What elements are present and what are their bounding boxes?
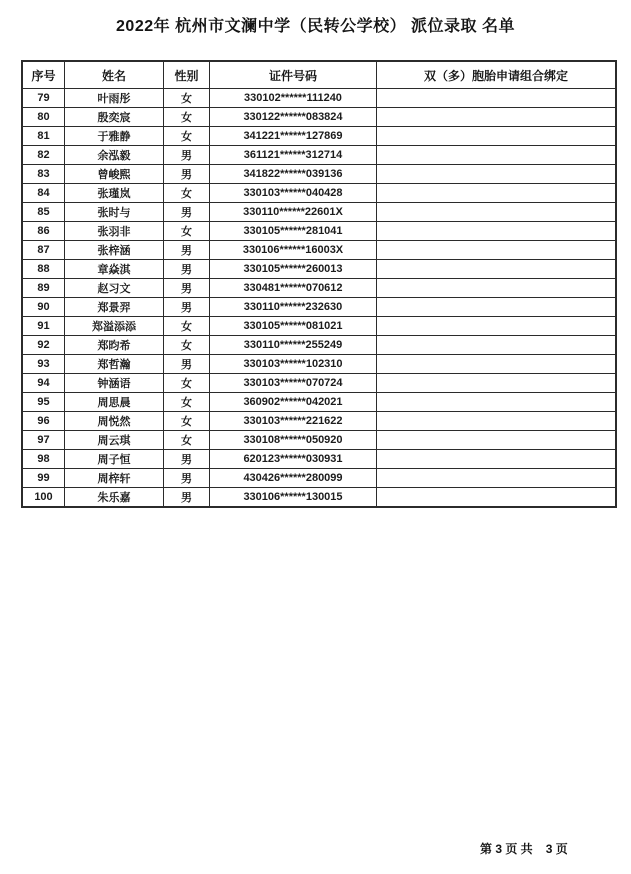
table-row — [22, 184, 616, 203]
cell-gender: 男 — [164, 279, 210, 298]
cell-no: 92 — [22, 336, 65, 355]
cell-name: 殷奕宸 — [65, 108, 164, 127]
cell-gender: 女 — [164, 412, 210, 431]
cell-no: 80 — [22, 108, 65, 127]
table-body — [22, 89, 616, 508]
table-row — [22, 298, 616, 317]
cell-no: 96 — [22, 412, 65, 431]
cell-id_number: 341221******127869 — [210, 127, 377, 146]
cell-twin_binding — [377, 222, 617, 241]
table-row — [22, 241, 616, 260]
cell-twin_binding — [377, 393, 617, 412]
cell-id_number: 330105******081021 — [210, 317, 377, 336]
table-row — [22, 488, 616, 508]
cell-no: 89 — [22, 279, 65, 298]
table-row — [22, 374, 616, 393]
cell-id_number: 360902******042021 — [210, 393, 377, 412]
cell-name: 章焱淇 — [65, 260, 164, 279]
cell-twin_binding — [377, 450, 617, 469]
cell-name: 张瑾岚 — [65, 184, 164, 203]
cell-twin_binding — [377, 146, 617, 165]
cell-id_number: 330103******070724 — [210, 374, 377, 393]
cell-no: 99 — [22, 469, 65, 488]
cell-name: 郑昀希 — [65, 336, 164, 355]
header-row — [22, 61, 616, 89]
cell-twin_binding — [377, 488, 617, 508]
cell-no: 91 — [22, 317, 65, 336]
table-row — [22, 222, 616, 241]
page-footer — [480, 840, 568, 857]
cell-name: 张羽非 — [65, 222, 164, 241]
cell-twin_binding — [377, 279, 617, 298]
table-row — [22, 317, 616, 336]
cell-id_number: 620123******030931 — [210, 450, 377, 469]
cell-twin_binding — [377, 203, 617, 222]
cell-gender: 男 — [164, 241, 210, 260]
cell-id_number: 330102******111240 — [210, 89, 377, 108]
cell-id_number: 330110******232630 — [210, 298, 377, 317]
page-title: 2022年 杭州市文澜中学（民转公学校） 派位录取 名单 — [116, 18, 515, 35]
cell-gender: 男 — [164, 469, 210, 488]
cell-twin_binding — [377, 184, 617, 203]
cell-twin_binding — [377, 431, 617, 450]
table-header — [22, 61, 616, 89]
cell-gender: 女 — [164, 317, 210, 336]
cell-gender: 女 — [164, 374, 210, 393]
table-row — [22, 279, 616, 298]
cell-no: 97 — [22, 431, 65, 450]
table-row — [22, 431, 616, 450]
cell-no: 94 — [22, 374, 65, 393]
table-row — [22, 89, 616, 108]
cell-id_number: 330110******22601X — [210, 203, 377, 222]
cell-gender: 男 — [164, 355, 210, 374]
cell-name: 郑溢添添 — [65, 317, 164, 336]
cell-id_number: 341822******039136 — [210, 165, 377, 184]
cell-twin_binding — [377, 355, 617, 374]
cell-name: 朱乐嘉 — [65, 488, 164, 508]
cell-name: 张梓涵 — [65, 241, 164, 260]
cell-id_number: 330122******083824 — [210, 108, 377, 127]
cell-twin_binding — [377, 165, 617, 184]
cell-twin_binding — [377, 336, 617, 355]
table-row — [22, 203, 616, 222]
table-row — [22, 355, 616, 374]
cell-no: 87 — [22, 241, 65, 260]
cell-name: 叶雨彤 — [65, 89, 164, 108]
cell-id_number: 330103******040428 — [210, 184, 377, 203]
cell-name: 曾峻熙 — [65, 165, 164, 184]
cell-gender: 男 — [164, 488, 210, 508]
cell-id_number: 330103******221622 — [210, 412, 377, 431]
table-row — [22, 108, 616, 127]
cell-twin_binding — [377, 412, 617, 431]
cell-id_number: 330108******050920 — [210, 431, 377, 450]
page-count-left: 第 3 页 共 — [480, 842, 533, 856]
cell-no: 98 — [22, 450, 65, 469]
cell-no: 81 — [22, 127, 65, 146]
column-header-id_number: 证件号码 — [210, 61, 377, 89]
table-row — [22, 336, 616, 355]
cell-gender: 男 — [164, 260, 210, 279]
cell-gender: 女 — [164, 184, 210, 203]
cell-id_number: 330106******130015 — [210, 488, 377, 508]
cell-gender: 男 — [164, 298, 210, 317]
cell-name: 周子恒 — [65, 450, 164, 469]
cell-name: 郑哲瀚 — [65, 355, 164, 374]
cell-gender: 女 — [164, 393, 210, 412]
column-header-gender: 性别 — [164, 61, 210, 89]
cell-no: 86 — [22, 222, 65, 241]
cell-gender: 女 — [164, 336, 210, 355]
table-row — [22, 450, 616, 469]
cell-no: 100 — [22, 488, 65, 508]
cell-name: 周思晨 — [65, 393, 164, 412]
cell-gender: 男 — [164, 165, 210, 184]
cell-twin_binding — [377, 317, 617, 336]
cell-gender: 男 — [164, 450, 210, 469]
cell-gender: 男 — [164, 203, 210, 222]
cell-no: 93 — [22, 355, 65, 374]
page-count-right: 3 页 — [545, 842, 568, 856]
cell-name: 郑景羿 — [65, 298, 164, 317]
cell-name: 于雅静 — [65, 127, 164, 146]
column-header-twin_binding: 双（多）胞胎申请组合绑定 — [377, 61, 617, 89]
cell-no: 88 — [22, 260, 65, 279]
cell-gender: 男 — [164, 146, 210, 165]
cell-gender: 女 — [164, 222, 210, 241]
cell-twin_binding — [377, 108, 617, 127]
cell-no: 83 — [22, 165, 65, 184]
column-header-no: 序号 — [22, 61, 65, 89]
cell-twin_binding — [377, 469, 617, 488]
column-header-name: 姓名 — [65, 61, 164, 89]
cell-gender: 女 — [164, 89, 210, 108]
cell-name: 周梓轩 — [65, 469, 164, 488]
table-row — [22, 127, 616, 146]
cell-id_number: 330110******255249 — [210, 336, 377, 355]
cell-name: 赵习文 — [65, 279, 164, 298]
table-row — [22, 412, 616, 431]
cell-no: 95 — [22, 393, 65, 412]
cell-id_number: 330105******260013 — [210, 260, 377, 279]
cell-id_number: 330103******102310 — [210, 355, 377, 374]
admission-list-table — [21, 60, 617, 508]
cell-twin_binding — [377, 127, 617, 146]
cell-gender: 女 — [164, 127, 210, 146]
table-row — [22, 146, 616, 165]
cell-id_number: 330105******281041 — [210, 222, 377, 241]
cell-no: 82 — [22, 146, 65, 165]
cell-no: 79 — [22, 89, 65, 108]
cell-id_number: 361121******312714 — [210, 146, 377, 165]
cell-twin_binding — [377, 298, 617, 317]
cell-no: 85 — [22, 203, 65, 222]
cell-id_number: 330106******16003X — [210, 241, 377, 260]
cell-name: 余泓毅 — [65, 146, 164, 165]
cell-no: 90 — [22, 298, 65, 317]
table-row — [22, 469, 616, 488]
table-row — [22, 393, 616, 412]
table-row — [22, 260, 616, 279]
table-row — [22, 165, 616, 184]
cell-twin_binding — [377, 374, 617, 393]
cell-name: 张时与 — [65, 203, 164, 222]
cell-gender: 女 — [164, 108, 210, 127]
cell-gender: 女 — [164, 431, 210, 450]
cell-name: 周云琪 — [65, 431, 164, 450]
cell-name: 钟涵语 — [65, 374, 164, 393]
cell-name: 周悦然 — [65, 412, 164, 431]
cell-twin_binding — [377, 260, 617, 279]
cell-twin_binding — [377, 89, 617, 108]
cell-id_number: 430426******280099 — [210, 469, 377, 488]
cell-id_number: 330481******070612 — [210, 279, 377, 298]
cell-twin_binding — [377, 241, 617, 260]
cell-no: 84 — [22, 184, 65, 203]
